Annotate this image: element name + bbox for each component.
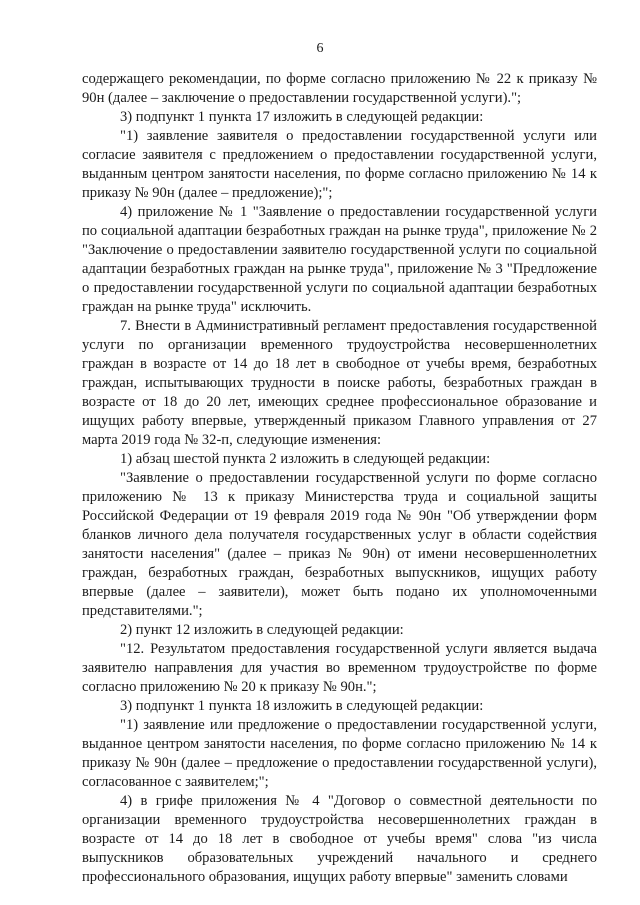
page-number: 6 xyxy=(316,41,324,56)
paragraph: "1) заявление или предложение о предоставлении государственной услуги, выданное центром занятости населения, по форме согласно приложению № 14 к приказу № 90н (далее – предложение о предоставлении государственной услуги), согласованное с заявителем;"; xyxy=(82,717,597,790)
paragraph: 7. Внести в Административный регламент предоставления государственной услуги по организации временного трудоустройства несовершеннолетних граждан в возрасте от 14 до 18 лет в свободное от учебы время, безработных граждан, испытывающих трудности в поиске работы, безработных граждан в возрасте от 18 до 20 лет, имеющих среднее профессиональное образование и ищущих работу впервые, утвержденный приказом Главного управления от 27 марта 2019 года № 32-п, следующие изменения: xyxy=(82,318,597,448)
paragraph: "1) заявление заявителя о предоставлении государственной услуги или согласие заявителя с предложением о предоставлении государственной услуги, выданным центром занятости населения, по форме согласно приложению № 14 к приказу № 90н (далее – предложение);"; xyxy=(82,128,597,201)
paragraph: 3) подпункт 1 пункта 18 изложить в следующей редакции: xyxy=(120,698,484,714)
paragraph: 4) в грифе приложения № 4 "Договор о совместной деятельности по организации временного трудоустройства несовершеннолетних граждан в возрасте от 14 до 18 лет в свободное от учебы время" слова "из числа выпускников образовательных учреждений начального и среднего профессионального образования, ищущих работу впервые" заменить словами xyxy=(82,793,597,885)
document-body xyxy=(82,70,597,887)
paragraph: 3) подпункт 1 пункта 17 изложить в следующей редакции: xyxy=(120,109,484,125)
paragraph: "12. Результатом предоставления государственной услуги является выдача заявителю направления для участия во временном трудоустройстве по форме согласно приложению № 20 к приказу № 90н."; xyxy=(82,641,597,695)
paragraph: "Заявление о предоставлении государственной услуги по форме согласно приложению № 13 к приказу Министерства труда и социальной защиты Российской Федерации от 19 февраля 2019 года № 90н "Об утверждении форм бланков личного дела получателя государственных услуг в области содействия занятости населения" (далее – приказ № 90н) от имени несовершеннолетних граждан, безработных граждан, безработных выпускников, ищущих работу впервые (далее – заявители), может быть подано их уполномоченными представителями."; xyxy=(82,470,597,619)
paragraph: 4) приложение № 1 "Заявление о предоставлении государственной услуги по социальной адаптации безработных граждан на рынке труда", приложение № 2 "Заключение о предоставлении заявителю государственной услуги по социальной адаптации безработных граждан на рынке труда", приложение № 3 "Предложение о предоставлении государственной услуги по социальной адаптации безработных граждан на рынке труда" исключить. xyxy=(82,204,597,315)
paragraph: 2) пункт 12 изложить в следующей редакции: xyxy=(120,622,404,638)
paragraph: содержащего рекомендации, по форме согласно приложению № 22 к приказу № 90н (далее – заключение о предоставлении государственной услуги)."; xyxy=(82,71,597,106)
paragraph: 1) абзац шестой пункта 2 изложить в следующей редакции: xyxy=(120,451,491,467)
